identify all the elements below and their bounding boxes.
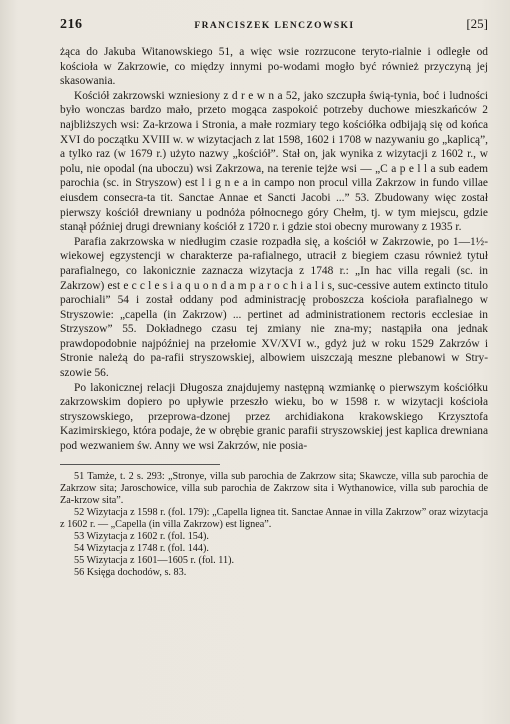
paragraph-1: żąca do Jakuba Witanowskiego 51, a więc wsie rozrzucone teryto-rialnie i odległe od kościoła w Zakrzowie, co między innymi po-wodami mogło być również przyczyną jej skasowania. [60, 46, 488, 88]
footnote-52: 52 Wizytacja z 1598 r. (fol. 179): „Capella lignea tit. Sanctae Annae in villa Zakrzow” oraz wizytacja z 1602 r. — „Capella (in villa Zakrzow) est lignea”. [60, 506, 488, 530]
page-header [60, 16, 488, 33]
footnote-54: 54 Wizytacja z 1748 r. (fol. 144). [74, 543, 209, 555]
footnote-56: 56 Księga dochodów, s. 83. [74, 567, 187, 579]
footnotes [60, 471, 488, 580]
paragraph-2: Kościół zakrzowski wzniesiony z d r e w n a 52, jako szczupła świą-tynia, boć i ludności było wonczas bardzo mało, przeto mogąca zaspokoić potrzeby duchowe mieszkańców 2 najbliższych wsi: Za-krzowa i Stronia, a małe rozmiary tego kościółka odbijają się od końca XVI do początku XVIII w. w wizytacjach z lat 1598, 1602 i 1708 w nazywaniu go „kaplicą”, a tylko raz (w 1679 r.) użyto nazwy „kościół”. Stał on, jak wynika z wizytacji z 1602 r., w polu, nie opodal (na uboczu) wsi Zakrzowa, na terenie tejże wsi — „C a p e l l a sub eadem parochia (sc. in Stryszow) est l i g n e a in campo non procul villa Zakrzow in fundo villae eiusdem consecra-ta tit. Sanctae Annae et Sancti Jacobi ...” 53. Zbudowany więc został pierwszy kościół drewniany u podnóża północnego góry Chełm, tj. w tym miejscu, gdzie stanął później drugi drewniany kościół z 1720 r. i gdzie stoi obecny murowany z 1935 r. [60, 89, 488, 234]
footnote-51: 51 Tamże, t. 2 s. 293: „Stronye, villa sub parochia de Zakrzow sita; Skawcze, villa sub parochia de Zakrzow sita; Jaroschowice, villa sub parochia de Zakrzow sita i Wythanowice, villa sub parochia de Za-krzow sita”. [60, 470, 488, 506]
paragraph-3: Parafia zakrzowska w niedługim czasie rozpadła się, a kościół w Zakrzowie, po 1—1½-wiekowej egzystencji w charakterze pa-rafialnego, utracił z biegiem czasu również tytuł parafialnego, co lakonicznie zaznacza wizytacja z 1748 r.: „In hac villa regali (sc. in Zakrzow) est e c c l e s i a q u o n d a m p a r o c h i a l i s, suc-cessive autem extincto titulo parochiali” 54 i został oddany pod administrację proboszcza kościoła parafialnego w Stryszowie: „capella (in Zakrzow) ... pertinet ad administrationem rectoris ecclesiae in Strzyszow” 55. Dokładnego czasu tej zmiany nie zna-my; nastąpiła ona jednak prawdopodobnie najpóźniej na przełomie XV/XVI w., gdyż już w roku 1529 Zakrzów i Stronie należą do pa-rafii stryszowskiej, albowiem uiszczają meszne plebanowi w Stry-szowie 56. [60, 235, 488, 380]
running-title: FRANCISZEK LENCZOWSKI [194, 21, 355, 31]
paragraph-4: Po lakonicznej relacji Długosza znajdujemy następną wzmiankę o pierwszym kościółku zakrzowskim dopiero po upływie przeszło wieku, bo w 1598 r. w wizytacji kościoła stryszowskiego, przeprowa-dzonej przez archidiakona krakowskiego Krzysztofa Kazimirskiego, która podaje, że w obrębie granic parafii stryszowskiej jest kaplica drewniana pod wezwaniem św. Anny we wsi Zakrzów, nie posia- [60, 381, 488, 453]
footnote-55: 55 Wizytacja z 1601—1605 r. (fol. 11). [74, 555, 235, 567]
footnote-53: 53 Wizytacja z 1602 r. (fol. 154). [74, 531, 209, 543]
section-number: [25] [466, 16, 488, 31]
footnote-rule [60, 464, 220, 465]
body-text [60, 45, 488, 454]
page-number: 216 [60, 17, 83, 32]
